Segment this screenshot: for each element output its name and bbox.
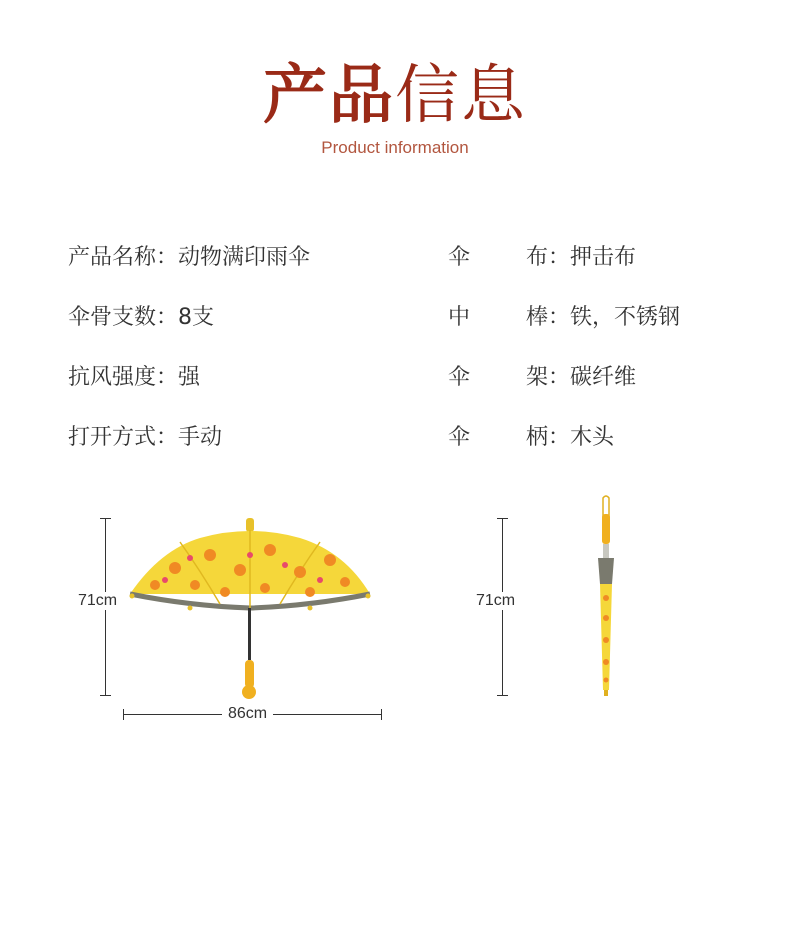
spec-product-name — [68, 243, 310, 273]
spec-label: 打开方式： — [68, 425, 179, 450]
closed-height-label: 71cm — [476, 592, 516, 609]
spec-value: 强 — [178, 365, 201, 390]
page-subtitle: Product information — [321, 138, 469, 157]
width-dimension-cap-right — [381, 709, 382, 720]
spec-label-b: 棒： — [526, 305, 571, 330]
spec-handle — [448, 423, 614, 453]
closed-height-cap-top — [497, 518, 508, 519]
spec-value: 手动 — [178, 425, 223, 450]
spec-label-b: 架： — [526, 365, 571, 390]
spec-value: 碳纤维 — [570, 365, 637, 390]
spec-value: 8支 — [178, 305, 215, 330]
spec-label-a: 伞 — [448, 425, 471, 450]
spec-shaft — [448, 303, 680, 333]
spec-fabric — [448, 243, 636, 273]
spec-label: 抗风强度： — [68, 365, 179, 390]
spec-value: 木头 — [570, 425, 615, 450]
height-dimension-cap-bottom — [100, 695, 111, 696]
page-title — [0, 58, 790, 134]
spec-label-b: 布： — [526, 245, 571, 270]
spec-value: 铁，不锈钢 — [570, 305, 681, 330]
spec-label-b: 柄： — [526, 425, 571, 450]
spec-wind-resistance — [68, 363, 200, 393]
open-width-label: 86cm — [222, 705, 273, 723]
spec-label-a: 伞 — [448, 245, 471, 270]
spec-label: 产品名称： — [68, 245, 179, 270]
open-umbrella-image — [120, 510, 380, 705]
title-light: 信息 — [395, 59, 527, 133]
spec-label-a: 中 — [448, 305, 471, 330]
closed-height-cap-bottom — [497, 695, 508, 696]
width-dimension-cap-left — [123, 709, 124, 720]
open-height-label: 71cm — [78, 592, 118, 609]
spec-rib-count — [68, 303, 214, 333]
spec-label-a: 伞 — [448, 365, 471, 390]
spec-open-method — [68, 423, 222, 453]
title-bold: 产品 — [263, 59, 395, 133]
spec-value: 动物满印雨伞 — [178, 245, 311, 270]
spec-label: 伞骨支数： — [68, 305, 179, 330]
height-dimension-cap-top — [100, 518, 111, 519]
spec-value: 押击布 — [570, 245, 637, 270]
spec-frame — [448, 363, 636, 393]
closed-umbrella-image — [590, 494, 622, 698]
